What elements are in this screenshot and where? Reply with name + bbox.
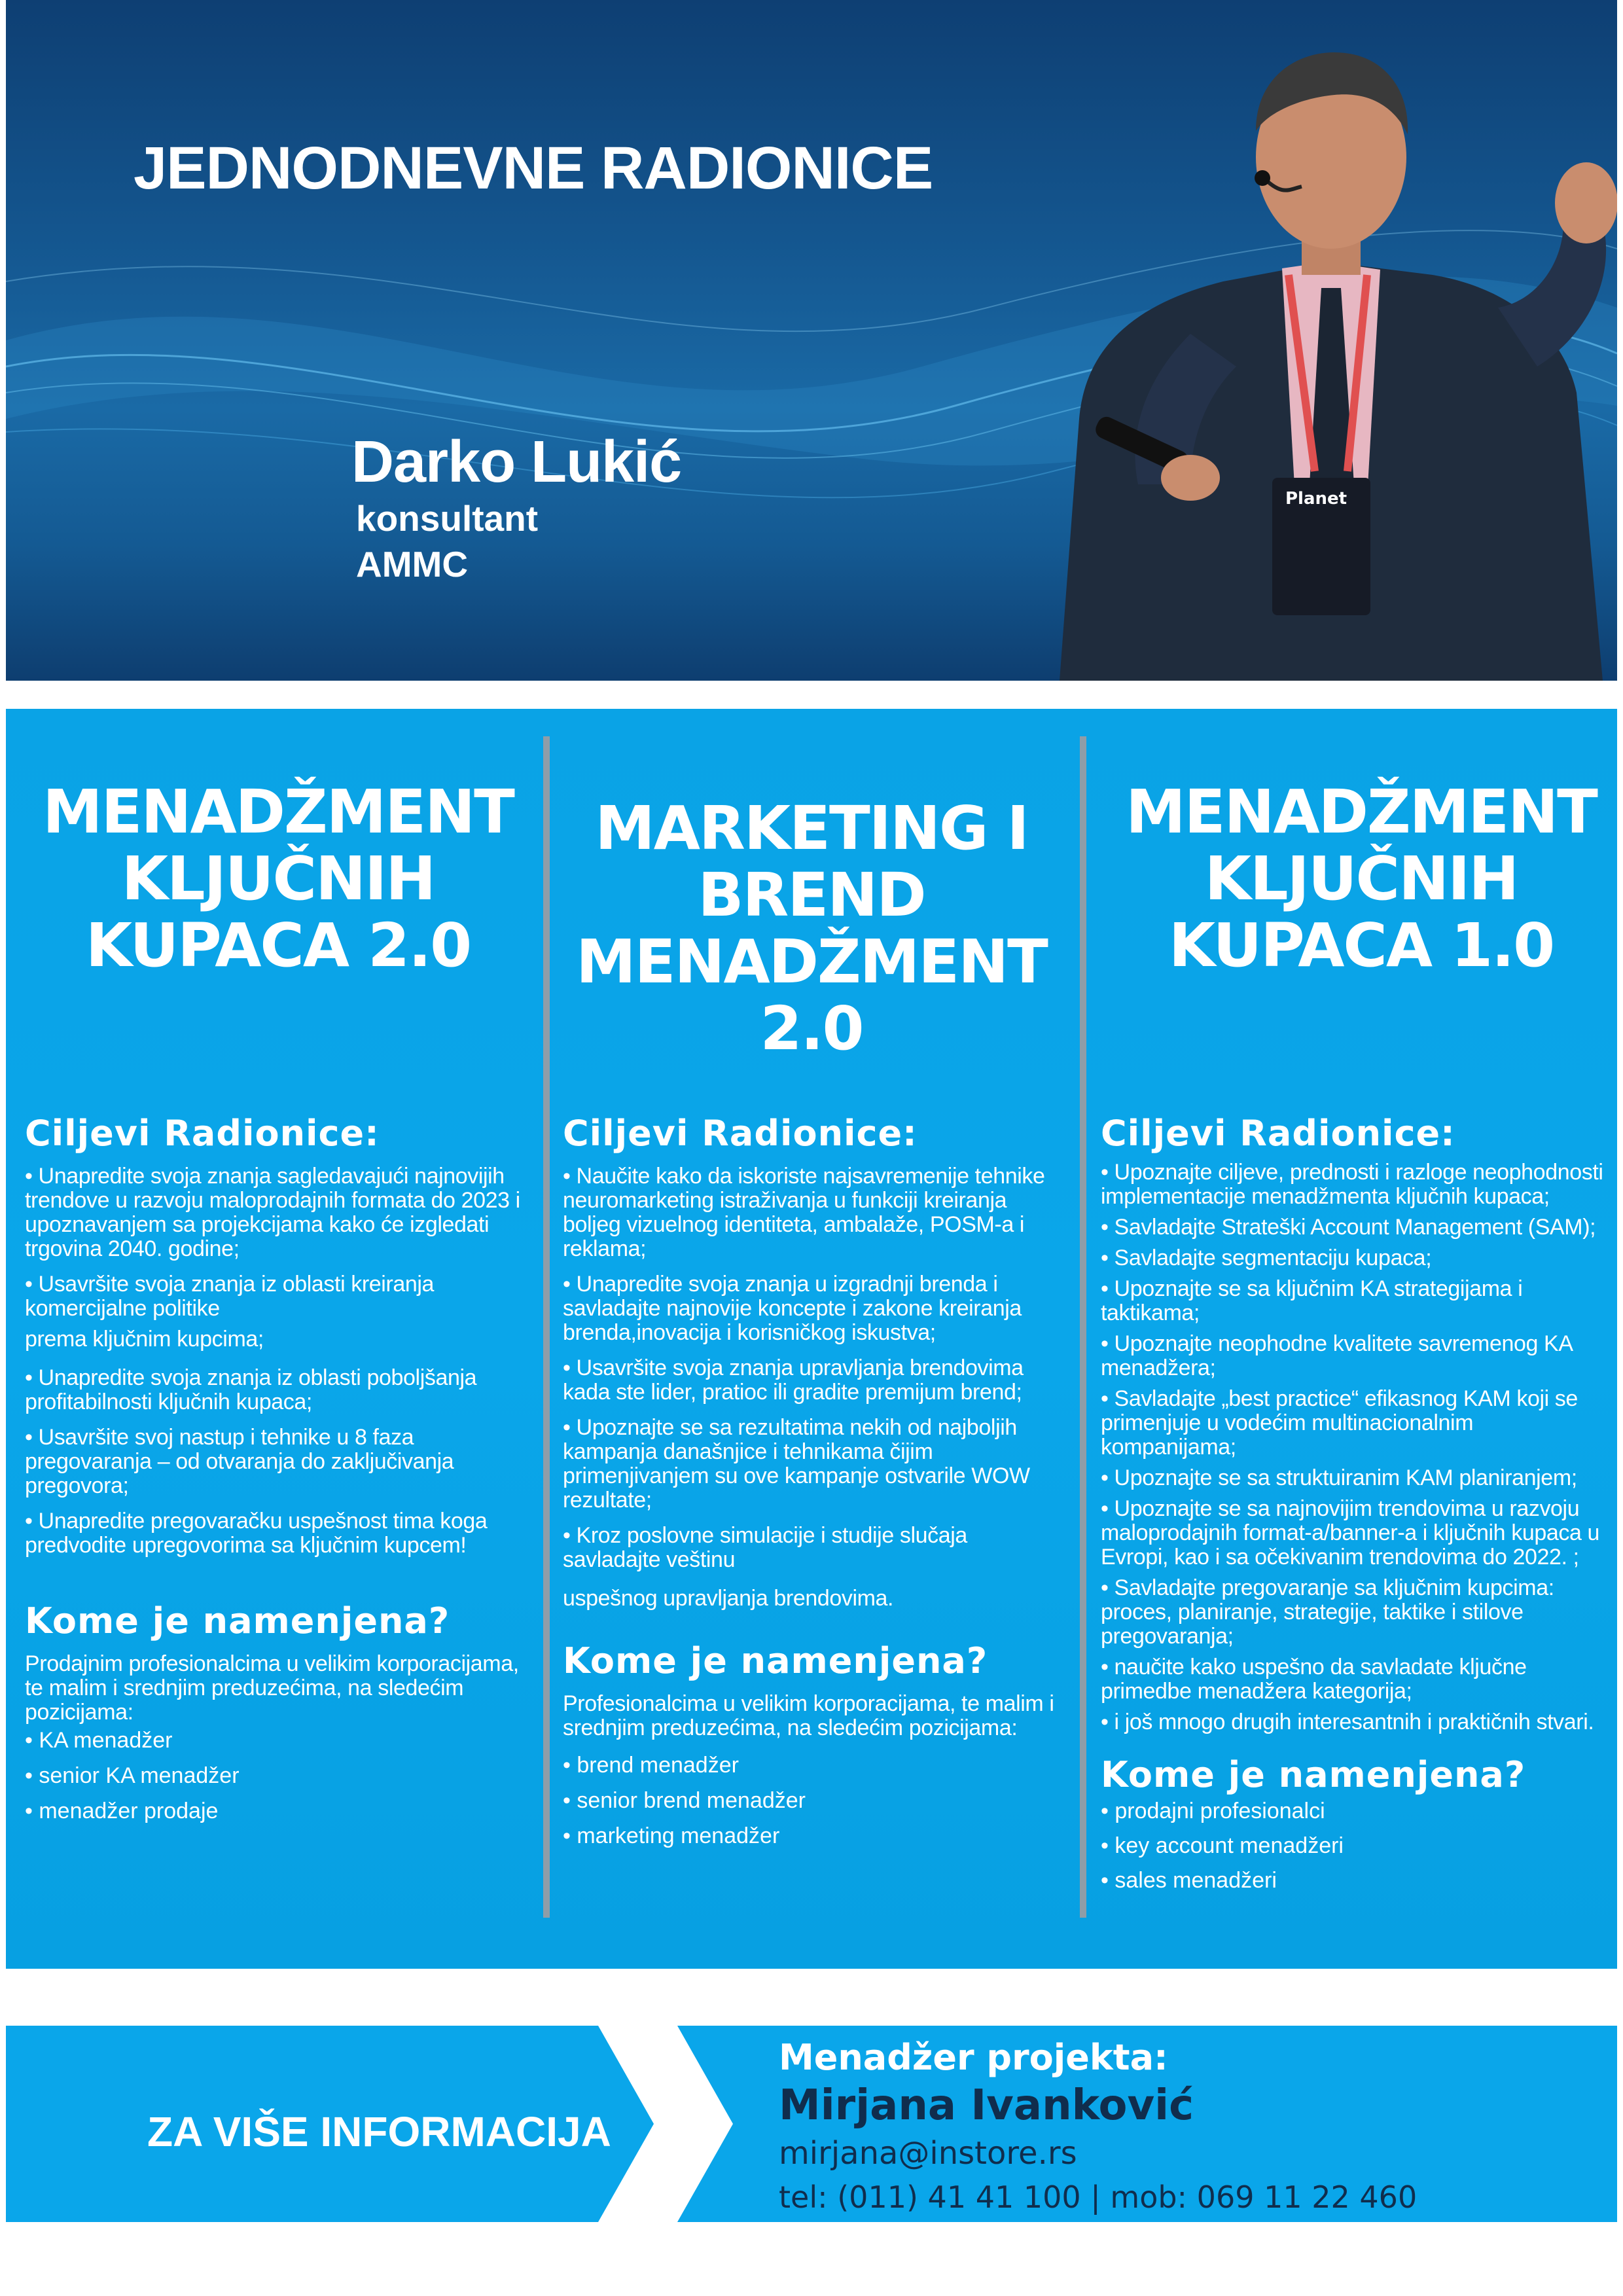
- goal-item: • Upoznajte se sa ključnim KA strategijama i taktikama;: [1101, 1276, 1523, 1325]
- goal-item: • Naučite kako da iskoriste najsavremenije tehnike neuromarketing istraživanja u funkciji kreiranja boljeg vizuelnog identiteta, ambalaže, POSM-a i reklama;: [563, 1164, 1045, 1261]
- workshop-title-kam-1: MENADŽMENT KLJUČNIH KUPACA 1.0: [1126, 777, 1597, 980]
- goal-item: • Unapredite pregovaračku uspešnost tima koga predvodite upregovorima sa ključnim kupcem!: [25, 1509, 488, 1558]
- audience-heading: Kome je namenjena?: [25, 1600, 450, 1641]
- contact-phone[interactable]: tel: (011) 41 41 100 | mob: 069 11 22 460: [779, 2179, 1418, 2215]
- goal-item: • naučite kako uspešno da savladate ključne primedbe menadžera kategorija;: [1101, 1655, 1527, 1704]
- goals-heading: Ciljevi Radionice:: [563, 1113, 918, 1154]
- goal-item: • Usavršite svoja znanja upravljanja brendovima kada ste lider, pratioc ili gradite premijum brend;: [563, 1355, 1024, 1405]
- audience-item: • sales menadžeri: [1101, 1868, 1277, 1893]
- audience-item: • menadžer prodaje: [25, 1799, 219, 1823]
- audience-item: • key account menadžeri: [1101, 1833, 1344, 1858]
- goals-heading: Ciljevi Radionice:: [1101, 1113, 1455, 1154]
- audience-item: • brend menadžer: [563, 1753, 739, 1778]
- goal-item: • Upoznajte se sa rezultatima nekih od najboljih kampanja današnjice i tehnikama čijim primenjivanjem su ove kampanje ostvarile WOW rezultate;: [563, 1415, 1030, 1513]
- goal-item: • Unapredite svoja znanja sagledavajući najnovijih trendove u razvoju maloprodajnih formata do 2023 i upoznavanjem sa projekcijama kako će izgledati trgovina 2040. godine;: [25, 1164, 520, 1261]
- goal-item: • Upoznajte ciljeve, prednosti i razloge neophodnosti implementacije menadžmenta ključnih kupaca;: [1101, 1160, 1603, 1209]
- audience-heading: Kome je namenjena?: [563, 1640, 988, 1681]
- column-divider: [1080, 736, 1086, 1918]
- speaker-name: Darko Lukić: [351, 429, 682, 495]
- page-title: JEDNODNEVNE RADIONICE: [134, 135, 933, 202]
- speaker-organization: AMMC: [356, 544, 469, 584]
- workshop-column-1: [25, 1113, 535, 1835]
- speaker-photo: [974, 26, 1617, 681]
- goal-item: • Upoznajte neophodne kvalitete savremenog KA menadžera;: [1101, 1331, 1572, 1380]
- goal-item: • Savladajte segmentaciju kupaca;: [1101, 1246, 1432, 1270]
- goal-item: • Kroz poslovne simulacije i studije slučaja savladajte veštinu: [563, 1523, 967, 1572]
- goal-item: • Unapredite svoja znanja u izgradnji brenda i savladajte najnovije koncepte i zakone kreiranja brenda,inovacija i korisničkog iskustva;: [563, 1272, 1022, 1345]
- goal-item: uspešnog upravljanja brendovima.: [563, 1586, 894, 1611]
- audience-item: • marketing menadžer: [563, 1823, 780, 1848]
- audience-intro: Prodajnim profesionalcima u velikim korporacijama, te malim i srednjim preduzećima, na sledećim pozicijama:: [25, 1651, 519, 1725]
- workshop-title-marketing-2: MARKETING I BREND MENADŽMENT 2.0: [576, 793, 1047, 1064]
- goal-item: • Savladajte „best practice“ efikasnog KAM koji se primenjuje u vodećim multinacionalnim kompanijama;: [1101, 1386, 1578, 1460]
- column-divider: [543, 736, 550, 1918]
- audience-item: • KA menadžer: [25, 1728, 173, 1753]
- contact-email[interactable]: mirjana@instore.rs: [779, 2135, 1077, 2172]
- hero-banner: [6, 0, 1617, 681]
- audience-heading: Kome je namenjena?: [1101, 1754, 1526, 1795]
- project-manager-label: Menadžer projekta:: [779, 2037, 1168, 2078]
- audience-item: • senior brend menadžer: [563, 1788, 806, 1813]
- goal-item: • Usavršite svoja znanja iz oblasti kreiranja komercijalne politike: [25, 1272, 435, 1321]
- workshop-title-kam-2: MENADŽMENT KLJUČNIH KUPACA 2.0: [43, 777, 514, 980]
- more-info-label: ZA VIŠE INFORMACIJA: [147, 2108, 611, 2155]
- goal-item: • i još mnogo drugih interesantnih i praktičnih stvari.: [1101, 1710, 1594, 1734]
- audience-intro: Profesionalcima u velikim korporacijama, te malim i srednjim preduzećima, na sledećim pozicijama:: [563, 1691, 1054, 1740]
- workshop-column-2: [563, 1113, 1070, 1859]
- speaker-role: konsultant: [356, 498, 539, 539]
- badge-text: Planet: [1285, 489, 1347, 509]
- audience-item: • prodajni profesionalci: [1101, 1799, 1325, 1823]
- goal-item: • Unapredite svoja znanja iz oblasti poboljšanja profitabilnosti ključnih kupaca;: [25, 1365, 477, 1414]
- goal-item: • Savladajte Strateški Account Management (SAM);: [1101, 1215, 1596, 1240]
- goal-item: • Usavršite svoj nastup i tehnike u 8 faza pregovaranja – od otvaranja do zaključivanja pregovora;: [25, 1425, 454, 1498]
- goal-item: • Savladajte pregovaranje sa ključnim kupcima: proces, planiranje, strategije, taktike i stilove pregovaranja;: [1101, 1575, 1554, 1649]
- goal-item: • Upoznajte se sa najnovijim trendovima u razvoju maloprodajnih format-a/banner-a i ključnih kupaca u Evropi, kao i sa očekivanim trendovima do 2022. ;: [1101, 1496, 1600, 1570]
- goals-heading: Ciljevi Radionice:: [25, 1113, 380, 1154]
- workshop-column-3: [1101, 1113, 1611, 1904]
- project-manager-name: Mirjana Ivanković: [779, 2081, 1194, 2130]
- goal-item: prema ključnim kupcima;: [25, 1327, 264, 1352]
- goal-item: • Upoznajte se sa struktuiranim KAM planiranjem;: [1101, 1465, 1577, 1490]
- audience-item: • senior KA menadžer: [25, 1763, 240, 1788]
